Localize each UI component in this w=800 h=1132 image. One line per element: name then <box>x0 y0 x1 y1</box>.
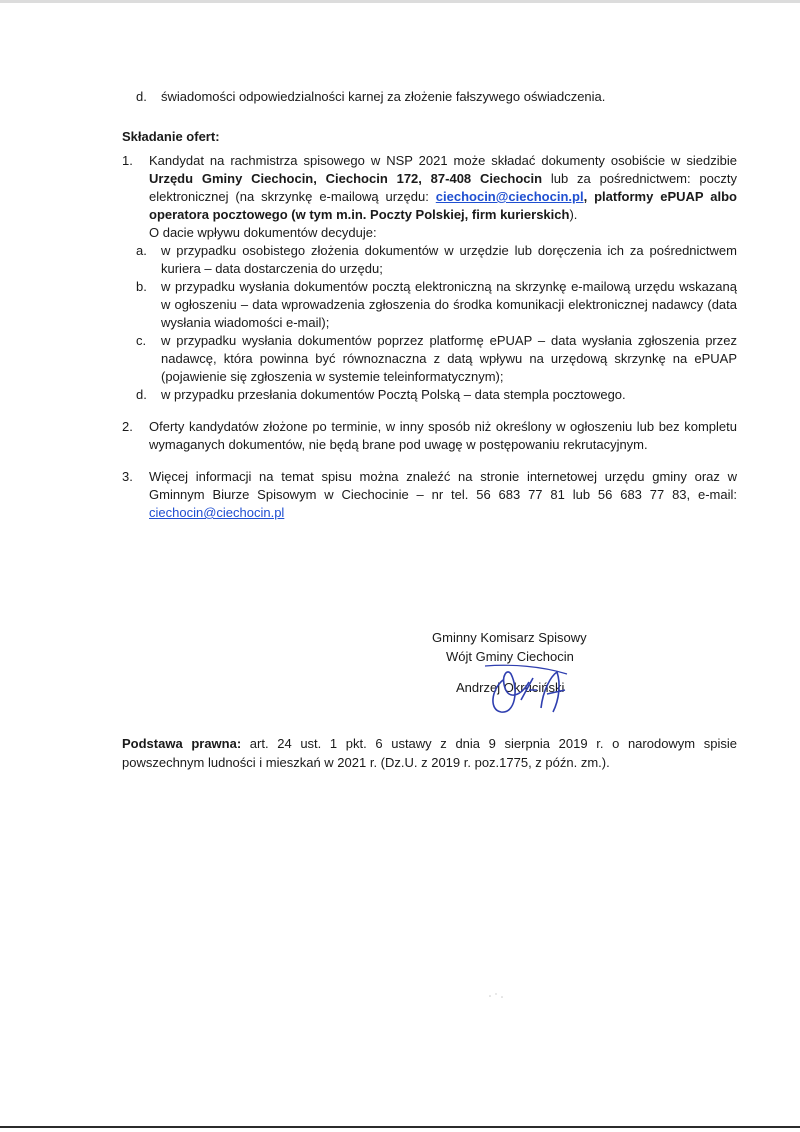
sub-item-text: w przypadku przesłania dokumentów Pocztą Polską – data stempla pocztowego. <box>161 387 626 402</box>
scan-top-edge <box>0 0 800 3</box>
legal-basis-label: Podstawa prawna: <box>122 736 242 751</box>
sub-item-text: w przypadku wysłania dokumentów pocztą elektroniczną na skrzynkę e-mailową urzędu wskazaną w ogłoszeniu – data wprowadzenia zgłoszenia do środka komunikacji elektronicznej nadawcy (data wysłania wiadomości e-mail); <box>161 279 737 330</box>
email-link[interactable]: ciechocin@ciechocin.pl <box>435 189 584 204</box>
section-heading: Składanie ofert: <box>122 129 220 144</box>
list-marker: 2. <box>122 419 133 434</box>
list-marker: d. <box>136 387 147 402</box>
document-body <box>122 88 737 522</box>
list-marker: a. <box>136 243 147 258</box>
signature-office: Wójt Gminy Ciechocin <box>446 649 574 664</box>
sub-item-b <box>122 278 737 332</box>
date-decision-label: O dacie wpływu dokumentów decyduje: <box>149 225 377 240</box>
signature-title: Gminny Komisarz Spisowy <box>432 630 587 645</box>
list-item-3 <box>122 468 737 522</box>
office-address: Urzędu Gminy Ciechocin, Ciechocin 172, 87-408 Ciechocin <box>149 171 543 186</box>
list-item-d-top <box>122 88 737 106</box>
sub-item-a <box>122 242 737 278</box>
sub-item-d <box>122 386 737 404</box>
list-marker: c. <box>136 333 147 348</box>
contact-email-link[interactable]: ciechocin@ciechocin.pl <box>149 505 285 520</box>
scan-speck <box>487 991 507 1001</box>
list-marker: 3. <box>122 469 133 484</box>
list-item-1 <box>122 152 737 224</box>
item1-text-b: lub za pośrednictwem: poczty elektronicznej (na skrzynkę e-mailową urzędu: <box>149 171 737 204</box>
item1-text-c: ). <box>569 207 578 222</box>
list-item-text: Oferty kandydatów złożone po terminie, w inny sposób niż określony w ogłoszeniu lub bez kompletu wymaganych dokumentów, nie będą brane pod uwagę w postępowaniu rekrutacyjnym. <box>149 419 737 452</box>
delivery-methods: , platformy ePUAP albo operatora pocztowego (w tym m.in. Poczty Polskiej, firm kurierskich <box>149 189 738 222</box>
list-marker: d. <box>136 89 147 104</box>
sub-item-c <box>122 332 737 386</box>
list-item-2 <box>122 418 737 454</box>
list-item-text: świadomości odpowiedzialności karnej za złożenie fałszywego oświadczenia. <box>161 89 606 104</box>
sub-item-text: w przypadku wysłania dokumentów poprzez platformę ePUAP – data wysłania zgłoszenia przez nadawcę, która powinna być równoznaczna z datą wpływu na urzędową skrzynkę na ePUAP (pojawienie się zgłoszenia w systemie teleinformatycznym); <box>161 333 737 384</box>
handwritten-signature <box>471 660 591 720</box>
legal-basis <box>122 734 737 772</box>
sub-item-text: w przypadku osobistego złożenia dokumentów w urzędzie lub doręczenia ich za pośrednictwem kuriera – data dostarczenia do urzędu; <box>161 243 737 276</box>
scan-bottom-edge <box>0 1126 800 1128</box>
list-item-text: Więcej informacji na temat spisu można znaleźć na stronie internetowej urzędu gminy oraz w Gminnym Biurze Spisowym w Ciechocinie – nr tel. 56 683 77 81 lub 56 683 77 83, e-mail: <box>149 469 737 502</box>
list-marker: 1. <box>122 153 133 168</box>
list-marker: b. <box>136 279 147 294</box>
legal-basis-text: art. 24 ust. 1 pkt. 6 ustawy z dnia 9 sierpnia 2019 r. o narodowym spisie powszechnym ludności i mieszkań w 2021 r. (Dz.U. z 2019 r. poz.1775, z późn. zm.). <box>122 736 738 770</box>
item1-text-a: Kandydat na rachmistrza spisowego w NSP 2021 może składać dokumenty osobiście w siedzibie <box>149 153 737 168</box>
signature-name: Andrzej Okruciński <box>456 680 565 695</box>
item1-subheading <box>122 224 737 242</box>
